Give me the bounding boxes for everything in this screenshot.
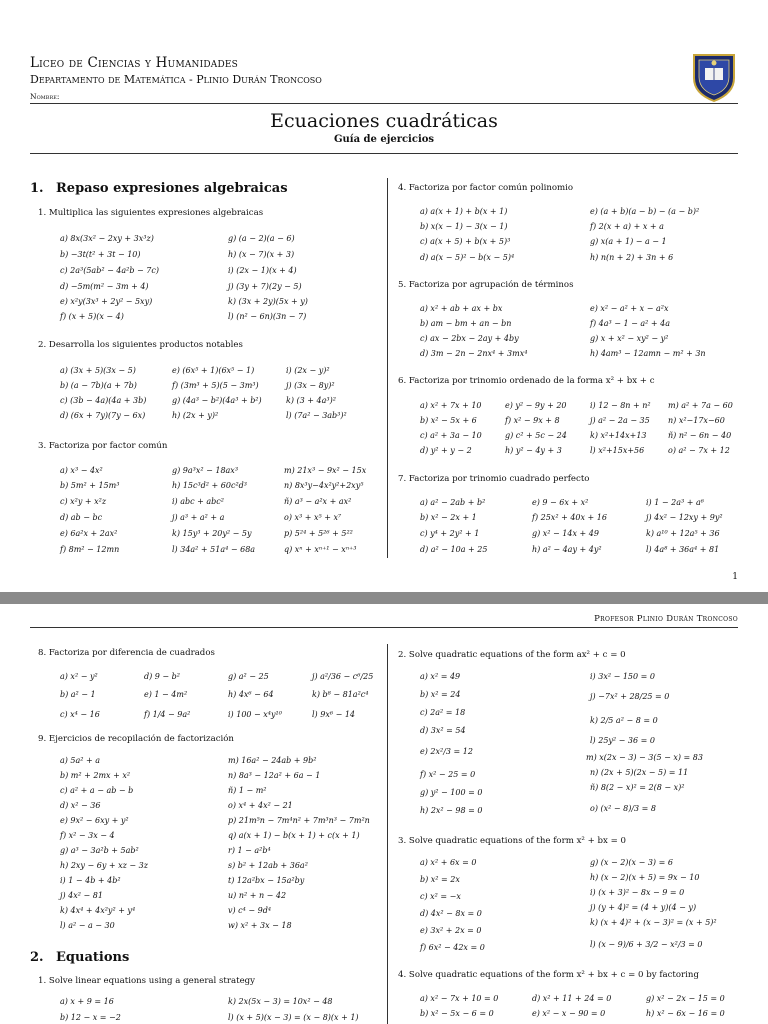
page-subtitle: Guía de ejercicios — [333, 134, 435, 145]
list-item: g) (a − 2)(a − 6) — [228, 234, 295, 243]
list-item: i) (x + 3)² − 8x − 9 = 0 — [590, 888, 685, 897]
list-item: d) 3m − 2n − 2nx⁴ + 3mx⁴ — [420, 349, 528, 358]
list-item: ñ) 8(2 − x)² = 2(8 − x)² — [590, 783, 685, 792]
list-item: k) (x + 4)² + (x − 3)² = (x + 5)² — [590, 918, 717, 927]
list-item: t) 12a²bx − 15a²by — [228, 876, 305, 885]
list-item: f) x² − 25 = 0 — [420, 770, 476, 779]
list-item: a) x² − y² — [60, 672, 98, 681]
list-item: j) a² − 2a − 35 — [590, 416, 650, 425]
school-crest-icon — [692, 52, 736, 102]
section-title: Equations — [56, 950, 130, 965]
list-item: v) c⁴ − 9d⁴ — [228, 906, 272, 915]
list-item: g) (x − 2)(x − 3) = 6 — [590, 858, 673, 867]
list-item: h) n(n + 2) + 3n + 6 — [590, 253, 674, 262]
list-item: a) 5a² + a — [60, 756, 101, 765]
list-item: c) 2a³(5ab² − 4a²b − 7c) — [60, 266, 159, 275]
list-item: d) y² + y − 2 — [420, 446, 472, 455]
list-item: h) x² − 6x − 16 = 0 — [646, 1009, 725, 1018]
list-item: e) x² − a² + x − a²x — [590, 304, 669, 313]
list-item: m) 16a² − 24ab + 9b² — [228, 756, 317, 765]
list-item: a) 8x(3x² − 2xy + 3x³z) — [60, 234, 154, 243]
list-item: a) x² + ab + ax + bx — [420, 304, 503, 313]
list-item: i) 1 − 2a³ + a⁶ — [646, 498, 704, 507]
list-item: c) (3b − 4a)(4a + 3b) — [60, 396, 147, 405]
list-item: k) 2/5 a² − 8 = 0 — [590, 716, 658, 725]
list-item: b) m² + 2mx + x² — [60, 771, 131, 780]
list-item: ñ) n² − 6n − 40 — [668, 431, 732, 440]
list-item: b) x² = 2x — [420, 875, 460, 884]
list-item: a) x + 9 = 16 — [60, 997, 114, 1006]
page-2-header: Profesor Plinio Durán Troncoso — [594, 614, 738, 624]
list-item: f) (3m³ + 5)(5 − 3m³) — [172, 381, 259, 390]
list-item: a) x² = 49 — [420, 672, 461, 681]
list-item: d) a² − 10a + 25 — [420, 545, 488, 554]
list-item: f) 2(x + a) + x + a — [590, 222, 664, 231]
list-item: k) a¹⁰ + 12a⁵ + 36 — [646, 529, 720, 538]
list-item: d) x² + 11 + 24 = 0 — [532, 994, 612, 1003]
list-item: h) 4am³ − 12amn − m² + 3n — [590, 349, 706, 358]
list-item: g) x(a + 1) − a − 1 — [590, 237, 667, 246]
list-item: b) (a − 7b)(a + 7b) — [60, 381, 137, 390]
list-item: b) 12 − x = −2 — [60, 1013, 121, 1022]
list-item: k) 2x(5x − 3) = 10x² − 48 — [228, 997, 333, 1006]
list-item: b) am − bm + an − bn — [420, 319, 512, 328]
school-name: Liceo de Ciencias y Humanidades — [30, 55, 239, 71]
list-item: s) b² + 12ab + 36a² — [228, 861, 308, 870]
list-item: f) x² − 9x + 8 — [505, 416, 560, 425]
list-item: l) (x + 5)(x − 3) = (x − 8)(x + 1) — [228, 1013, 359, 1022]
list-item: c) a(x + 5) + b(x + 5)³ — [420, 237, 511, 246]
list-item: g) c² + 5c − 24 — [505, 431, 567, 440]
list-item: e) 1 − 4m² — [144, 690, 188, 699]
list-item: n) (2x + 5)(2x − 5) = 11 — [590, 768, 689, 777]
equations-4-title: 4. Solve quadratic equations of the form x² + bx + c = 0 by factoring — [398, 970, 699, 980]
list-item: d) a(x − 5)² − b(x − 5)⁴ — [420, 253, 515, 262]
list-item: b) x² − 5x − 6 = 0 — [420, 1009, 494, 1018]
list-item: b) a² − 1 — [60, 690, 96, 699]
list-item: j) −7x² + 28/25 = 0 — [590, 692, 670, 701]
list-item: e) x² − x − 90 = 0 — [532, 1009, 606, 1018]
list-item: k) b⁸ − 81a²c⁴ — [312, 690, 369, 699]
list-item: b) x² − 2x + 1 — [420, 513, 477, 522]
list-item: l) 4a⁸ + 36a⁴ + 81 — [646, 545, 720, 554]
list-item: f) 8m² − 12mn — [60, 545, 120, 554]
list-item: h) 15c³d² + 60c²d³ — [172, 481, 247, 490]
list-item: d) −5m(m² − 3m + 4) — [60, 282, 149, 291]
list-item: a) a² − 2ab + b² — [420, 498, 486, 507]
list-item: u) n² + n − 42 — [228, 891, 287, 900]
list-item: a) (3x + 5)(3x − 5) — [60, 366, 136, 375]
list-item: h) 4x⁶ − 64 — [228, 690, 274, 699]
list-item: e) (a + b)(a − b) − (a − b)² — [590, 207, 700, 216]
list-item: i) 100 − x⁴y¹⁰ — [228, 710, 282, 719]
list-item: b) x² = 24 — [420, 690, 461, 699]
list-item: n) x²−17x−60 — [668, 416, 725, 425]
exercise-6-title: 6. Factoriza por trinomio ordenado de la forma x² + bx + c — [398, 376, 655, 386]
list-item: j) (3y + 7)(2y − 5) — [228, 282, 302, 291]
list-item: w) x² + 3x − 18 — [228, 921, 292, 930]
header-block — [30, 55, 322, 101]
list-item: l) a² − a − 30 — [60, 921, 115, 930]
list-item: k) (3 + 4a³)² — [286, 396, 336, 405]
list-item: h) (2x + y)² — [172, 411, 219, 420]
list-item: h) a² − 4ay + 4y² — [532, 545, 602, 554]
list-item: d) ab − bc — [60, 513, 103, 522]
list-item: c) x⁴ − 16 — [60, 710, 100, 719]
equations-3-title: 3. Solve quadratic equations of the form x² + bx = 0 — [398, 836, 627, 846]
section-2-heading — [30, 950, 129, 965]
list-item: g) (4a³ − b²)(4a³ + b²) — [172, 396, 262, 405]
list-item: l) 25y² − 36 = 0 — [590, 736, 655, 745]
list-item: j) a³ + a² + a — [172, 513, 225, 522]
list-item: i) (2x − 1)(x + 4) — [228, 266, 297, 275]
list-item: i) abc + abc² — [172, 497, 224, 506]
exercise-7-title: 7. Factoriza por trinomio cuadrado perfecto — [398, 474, 590, 484]
list-item: f) 6x² − 42x = 0 — [420, 943, 485, 952]
list-item: k) 4x⁴ + 4x²y² + y⁴ — [60, 906, 136, 915]
list-item: o) x⁴ + 4x² − 21 — [228, 801, 293, 810]
list-item: i) 12 − 8n + n² — [590, 401, 651, 410]
list-item: n) 8a³ − 12a² + 6a − 1 — [228, 771, 321, 780]
list-item: e) 2x²/3 = 12 — [420, 747, 473, 756]
list-item: g) a³ − 3a²b + 5ab² — [60, 846, 139, 855]
list-item: j) 4x² − 12xy + 9y² — [646, 513, 723, 522]
list-item: i) 1 − 4b + 4b² — [60, 876, 121, 885]
list-item: l) (7a² − 3ab³)² — [286, 411, 347, 420]
department-name: Departamento de Matemática - Plinio Durán Troncoso — [30, 73, 322, 86]
list-item: e) x²y(3x³ + 2y² − 5xy) — [60, 297, 153, 306]
list-item: n) 8x³y−4x²y²+2xy⁵ — [284, 481, 364, 490]
list-item: j) (3x − 8y)² — [286, 381, 335, 390]
page-2-header-rule — [30, 627, 738, 628]
list-item: o) (x² − 8)/3 = 8 — [590, 804, 656, 813]
list-item: l) (x − 9)/6 + 3/2 − x²/3 = 0 — [590, 940, 703, 949]
list-item: e) 3x² + 2x = 0 — [420, 926, 482, 935]
list-item: p) 5²⁴ + 5²⁶ + 5²² — [284, 529, 353, 538]
list-item: a) x³ − 4x² — [60, 466, 103, 475]
list-item: h) y² − 4y + 3 — [505, 446, 562, 455]
title-rule — [30, 153, 738, 154]
list-item: f) 1/4 − 9a² — [144, 710, 191, 719]
list-item: i) (2x − y)² — [286, 366, 330, 375]
page-title: Ecuaciones cuadráticas — [270, 110, 498, 132]
list-item: g) x² − 2x − 15 = 0 — [646, 994, 725, 1003]
list-item: i) 3x² − 150 = 0 — [590, 672, 655, 681]
list-item: f) (x + 5)(x − 4) — [60, 312, 124, 321]
list-item: m) x(2x − 3) − 3(5 − x) = 83 — [586, 753, 703, 762]
exercise-9-title: 9. Ejercicios de recopilación de factorización — [38, 734, 234, 744]
list-item: d) x² − 36 — [60, 801, 101, 810]
list-item: ñ) a³ − a²x + ax² — [284, 497, 352, 506]
list-item: d) (6x + 7y)(7y − 6x) — [60, 411, 146, 420]
list-item: b) −3t(t² + 3t − 10) — [60, 250, 141, 259]
list-item: g) 9a³x² − 18ax³ — [172, 466, 239, 475]
equations-2-title: 2. Solve quadratic equations of the form ax² + c = 0 — [398, 650, 626, 660]
exercise-1-title: 1. Multiplica las siguientes expresiones algebraicas — [38, 208, 264, 218]
list-item: c) ax − 2bx − 2ay + 4by — [420, 334, 519, 343]
list-item: l) 9x⁶ − 14 — [312, 710, 355, 719]
section-1-heading — [30, 181, 288, 196]
list-item: e) y² − 9y + 20 — [505, 401, 567, 410]
list-item: j) (y + 4)² = (4 + y)(4 − y) — [590, 903, 697, 912]
list-item: k) x²+14x+13 — [590, 431, 647, 440]
page-number: 1 — [732, 572, 738, 582]
list-item: a) x² + 7x + 10 — [420, 401, 482, 410]
list-item: h) 2x² − 98 = 0 — [420, 806, 483, 815]
list-item: ñ) 1 − m² — [228, 786, 267, 795]
name-label: Nombre: — [30, 92, 60, 101]
list-item: q) xⁿ + xⁿ⁺¹ − xⁿ⁺³ — [284, 545, 357, 554]
list-item: p) 21m⁵n − 7m⁴n² + 7m³n³ − 7m²n — [228, 816, 370, 825]
list-item: h) 2xy − 6y + xz − 3z — [60, 861, 148, 870]
list-item: m) a² + 7a − 60 — [668, 401, 733, 410]
section-title: Repaso expresiones algebraicas — [56, 181, 288, 196]
list-item: h) (x − 7)(x + 3) — [228, 250, 295, 259]
list-item: j) a²/36 − c⁶/25 — [312, 672, 374, 681]
list-item: e) (6x⁵ + 1)(6x⁵ − 1) — [172, 366, 255, 375]
column-divider — [387, 644, 388, 1024]
exercise-4-title: 4. Factoriza por factor común polinomio — [398, 183, 574, 193]
list-item: g) a² − 25 — [228, 672, 269, 681]
section-number: 1. — [30, 181, 44, 196]
list-item: o) a² − 7x + 12 — [668, 446, 730, 455]
section-number: 2. — [30, 950, 44, 965]
list-item: c) a² + 3a − 10 — [420, 431, 482, 440]
list-item: e) 9x² − 6xy + y² — [60, 816, 129, 825]
list-item: f) x² − 3x − 4 — [60, 831, 115, 840]
list-item: j) 4x² − 81 — [60, 891, 103, 900]
list-item: l) (n² − 6n)(3n − 7) — [228, 312, 307, 321]
list-item: g) x + x² − xy² − y² — [590, 334, 669, 343]
list-item: l) x²+15x+56 — [590, 446, 645, 455]
list-item: k) (3x + 2y)(5x + y) — [228, 297, 308, 306]
list-item: b) x² − 5x + 6 — [420, 416, 477, 425]
list-item: d) 9 − b² — [144, 672, 180, 681]
page-2 — [0, 604, 768, 1024]
list-item: d) 3x² = 54 — [420, 726, 466, 735]
list-item: k) 15y³ + 20y² − 5y — [172, 529, 252, 538]
list-item: b) 5m² + 15m³ — [60, 481, 120, 490]
list-item: a) a(x + 1) + b(x + 1) — [420, 207, 508, 216]
list-item: g) x² − 14x + 49 — [532, 529, 599, 538]
list-item: a) x² + 6x = 0 — [420, 858, 477, 867]
list-item: e) 6a²x + 2ax² — [60, 529, 118, 538]
list-item: q) a(x + 1) − b(x + 1) + c(x + 1) — [228, 831, 360, 840]
list-item: g) y² − 100 = 0 — [420, 788, 483, 797]
header-rule — [30, 103, 738, 104]
list-item: d) 4x² − 8x = 0 — [420, 909, 482, 918]
list-item: e) 9 − 6x + x² — [532, 498, 589, 507]
list-item: f) 4a³ − 1 − a² + 4a — [590, 319, 670, 328]
list-item: a) x² − 7x + 10 = 0 — [420, 994, 499, 1003]
equations-1-title: 1. Solve linear equations using a general strategy — [38, 976, 256, 986]
list-item: f) 25x² + 40x + 16 — [532, 513, 607, 522]
list-item: o) x³ + x⁵ + x⁷ — [284, 513, 342, 522]
list-item: m) 21x³ − 9x² − 15x — [284, 466, 367, 475]
list-item: l) 34a² + 51a⁴ − 68a — [172, 545, 256, 554]
list-item: b) x(x − 1) − 3(x − 1) — [420, 222, 508, 231]
list-item: r) 1 − a²b⁴ — [228, 846, 271, 855]
exercise-5-title: 5. Factoriza por agrupación de términos — [398, 280, 574, 290]
exercise-8-title: 8. Factoriza por diferencia de cuadrados — [38, 648, 215, 658]
list-item: c) y⁴ + 2y² + 1 — [420, 529, 480, 538]
list-item: c) x² = −x — [420, 892, 461, 901]
column-divider — [387, 178, 388, 558]
list-item: c) a² + a − ab − b — [60, 786, 134, 795]
exercise-2-title: 2. Desarrolla los siguientes productos notables — [38, 340, 243, 350]
exercise-3-title: 3. Factoriza por factor común — [38, 441, 168, 451]
list-item: c) 2a² = 18 — [420, 708, 466, 717]
list-item: c) x²y + x²z — [60, 497, 107, 506]
list-item: h) (x − 2)(x + 5) = 9x − 10 — [590, 873, 700, 882]
